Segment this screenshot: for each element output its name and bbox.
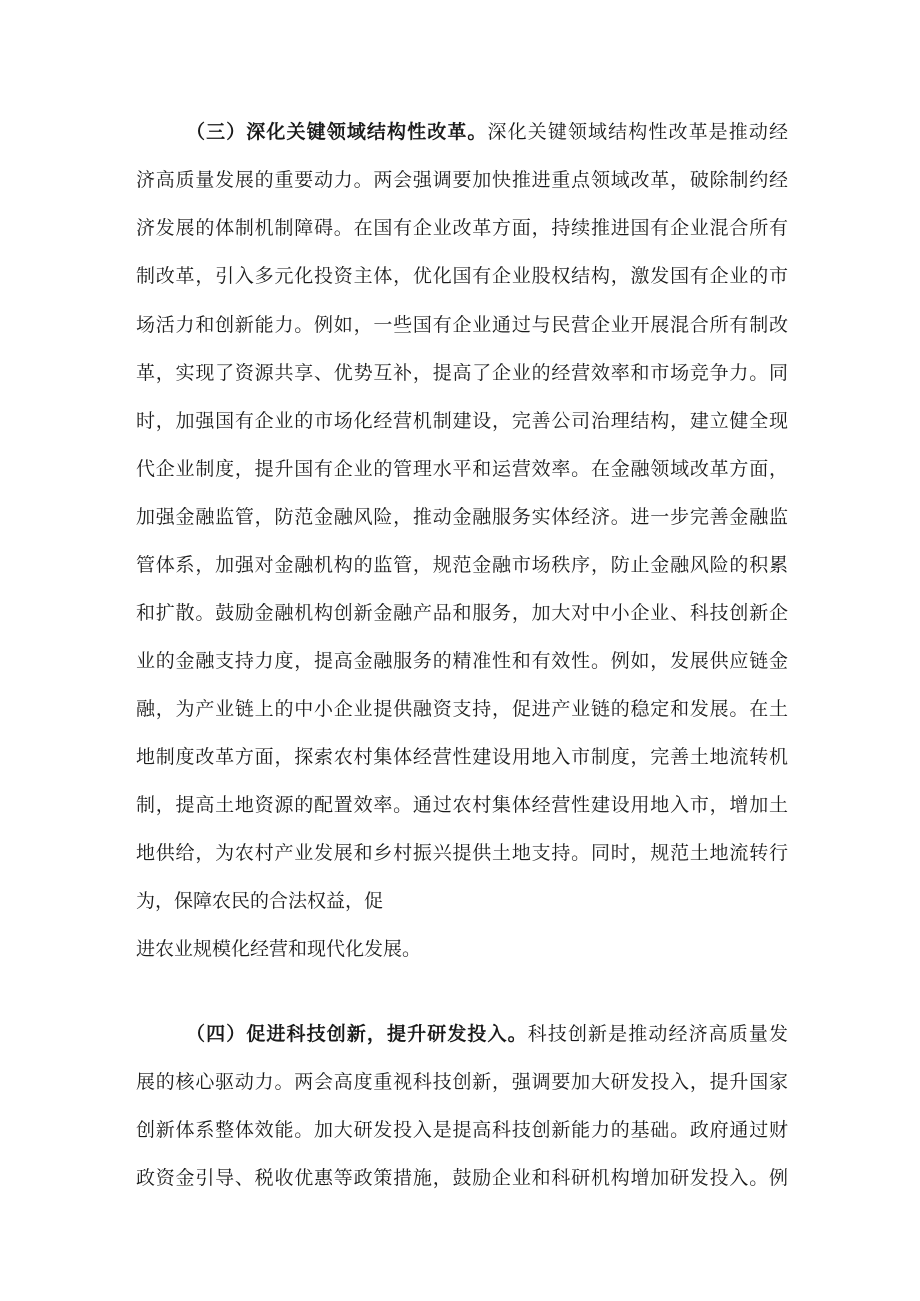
- paragraph-line: [186, 1014, 788, 1054]
- paragraph-line: 济发展的体制机制障碍。在国有企业改革方面，持续推进国有企业混合所有: [136, 217, 788, 239]
- paragraph-line: 加强金融监管，防范金融风险，推动金融服务实体经济。进一步完善金融监: [136, 506, 788, 528]
- paragraph-text: 科技创新是推动经济高质量发: [527, 1023, 788, 1045]
- paragraph-line: 革，实现了资源共享、优势互补，提高了企业的经营效率和市场竞争力。同: [136, 362, 788, 384]
- paragraph-line: 进农业规模化经营和现代化发展。: [136, 938, 422, 960]
- section-heading: （四）促进科技创新，提升研发投入。: [186, 1023, 528, 1045]
- paragraph-text: 深化关键领域结构性改革是推动经: [487, 121, 788, 143]
- paragraph-line: 创新体系整体效能。加大研发投入是提高科技创新能力的基础。政府通过财: [136, 1119, 788, 1141]
- paragraph-line: 为，保障农民的合法权益，促: [136, 890, 384, 912]
- paragraph-line: [186, 112, 788, 152]
- paragraph-line: 政资金引导、税收优惠等政策措施，鼓励企业和科研机构增加研发投入。例: [136, 1167, 788, 1189]
- paragraph-line: 济高质量发展的重要动力。两会强调要加快推进重点领域改革，破除制约经: [136, 169, 788, 191]
- paragraph-line: 和扩散。鼓励金融机构创新金融产品和服务，加大对中小企业、科技创新企: [136, 602, 788, 624]
- paragraph-line: 制，提高土地资源的配置效率。通过农村集体经营性建设用地入市，增加土: [136, 794, 788, 816]
- section-heading: （三）深化关键领域结构性改革。: [186, 121, 488, 143]
- paragraph-line: 代企业制度，提升国有企业的管理水平和运营效率。在金融领域改革方面，: [136, 458, 788, 480]
- paragraph-line: 制改革，引入多元化投资主体，优化国有企业股权结构，激发国有企业的市: [136, 265, 788, 287]
- paragraph-line: 业的金融支持力度，提高金融服务的精准性和有效性。例如，发展供应链金: [136, 650, 788, 672]
- paragraph-line: 地供给，为农村产业发展和乡村振兴提供土地支持。同时，规范土地流转行: [136, 842, 788, 864]
- paragraph-line: 地制度改革方面，探索农村集体经营性建设用地入市制度，完善土地流转机: [136, 746, 788, 768]
- paragraph-line: 时，加强国有企业的市场化经营机制建设，完善公司治理结构，建立健全现: [136, 410, 788, 432]
- paragraph-line: 管体系，加强对金融机构的监管，规范金融市场秩序，防止金融风险的积累: [136, 554, 788, 576]
- paragraph-line: 展的核心驱动力。两会高度重视科技创新，强调要加大研发投入，提升国家: [136, 1071, 788, 1093]
- paragraph-line: 融，为产业链上的中小企业提供融资支持，促进产业链的稳定和发展。在土: [136, 698, 788, 720]
- paragraph-line: 场活力和创新能力。例如，一些国有企业通过与民营企业开展混合所有制改: [136, 314, 788, 336]
